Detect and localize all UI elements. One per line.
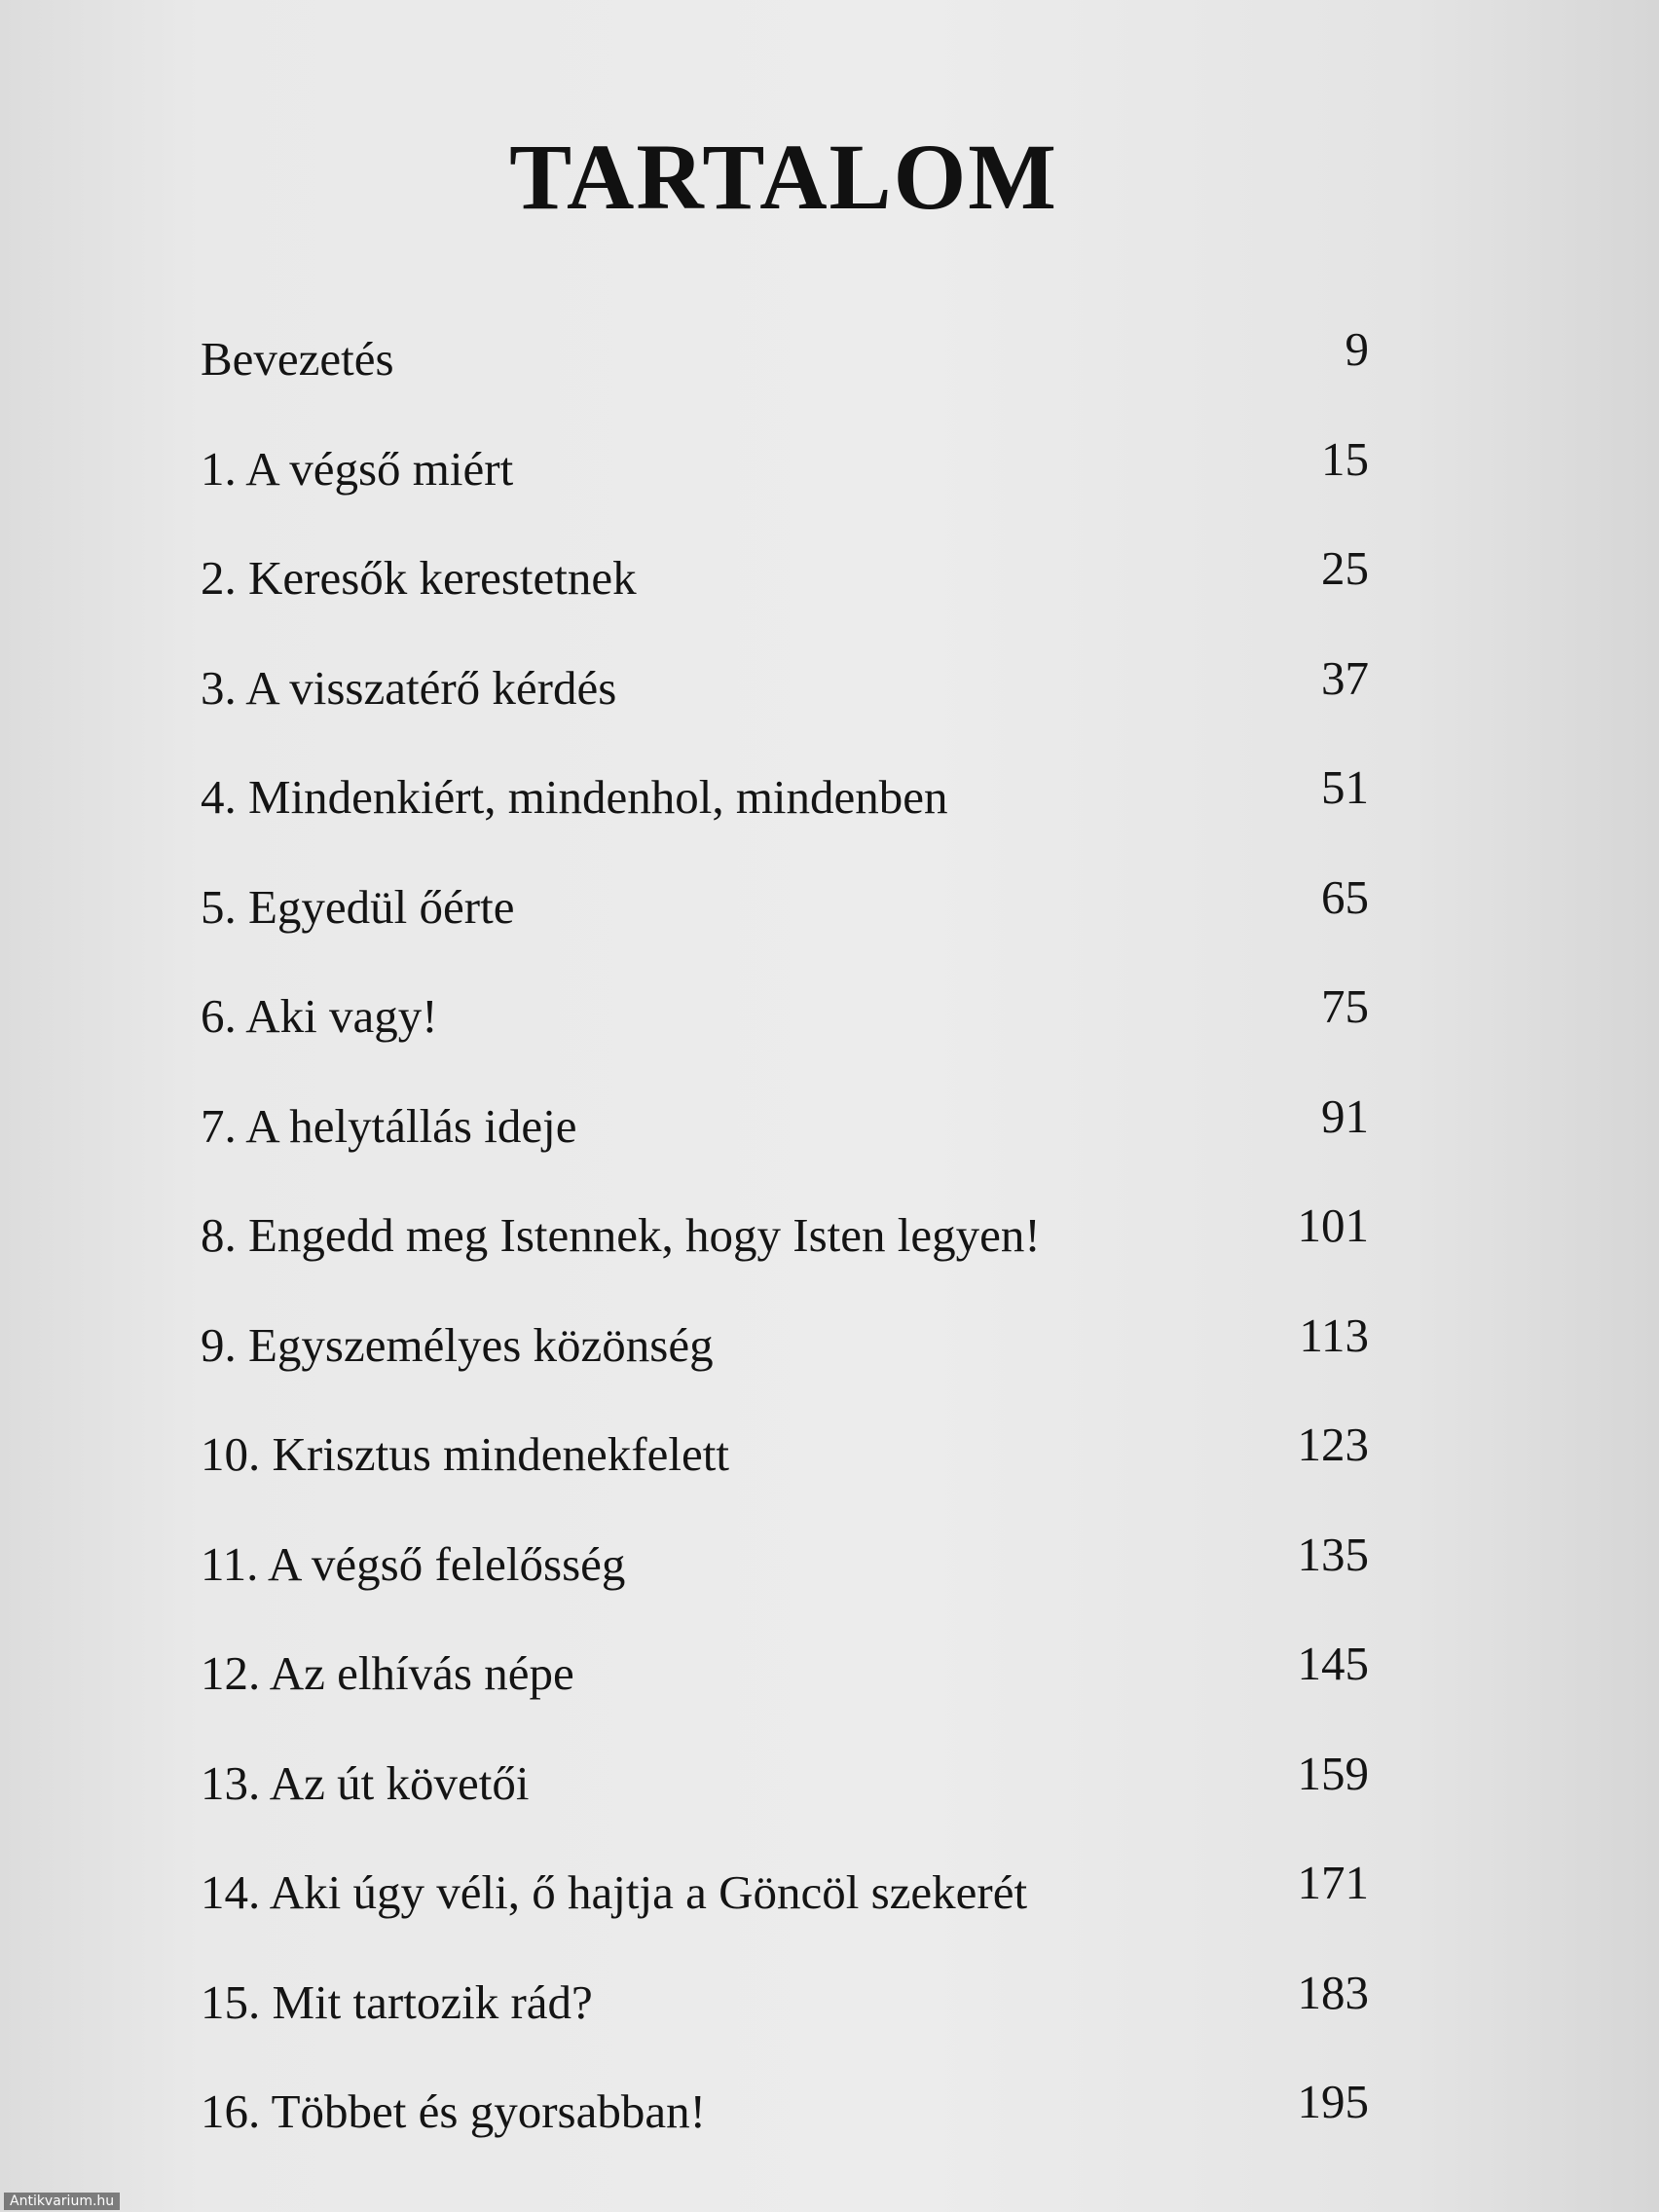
toc-entry: [201, 1088, 1369, 1208]
toc-entry: [201, 1308, 1369, 1427]
toc-entry: [201, 869, 1369, 989]
toc-entry-page: 25: [1321, 541, 1369, 595]
toc-entry-title: 12. Az elhívás népe: [201, 1646, 574, 1700]
toc-entry: [201, 979, 1369, 1098]
toc-entry: [201, 1965, 1369, 2084]
toc-entry: [201, 1418, 1369, 1536]
toc-entry-title: 2. Keresők kerestetnek: [201, 551, 637, 605]
toc-entry: [201, 1527, 1369, 1646]
toc-entry-page: 51: [1321, 760, 1369, 814]
toc-entry: [201, 1856, 1369, 1974]
toc-entry-title: 11. A végső felelősség: [201, 1536, 626, 1591]
toc-entry-page: 123: [1297, 1418, 1369, 1471]
toc-entry-page: 9: [1345, 322, 1369, 376]
toc-entry-title: 3. A visszatérő kérdés: [201, 660, 617, 715]
toc-entry: [201, 1637, 1369, 1755]
toc-entry: [201, 541, 1369, 660]
toc-entry: [201, 1198, 1369, 1317]
toc-entry-page: 159: [1297, 1746, 1369, 1800]
toc-entry-title: Bevezetés: [201, 332, 394, 386]
toc-entry-page: 171: [1297, 1856, 1369, 1909]
toc-entry-title: 16. Többet és gyorsabban!: [201, 2084, 706, 2138]
toc-entry-title: 5. Egyedül őérte: [201, 879, 515, 934]
toc-entry: [201, 650, 1369, 770]
toc-entry-page: 135: [1297, 1527, 1369, 1581]
toc-entry-page: 15: [1321, 431, 1369, 486]
toc-entry-page: 65: [1321, 869, 1369, 924]
toc-entry: [201, 431, 1369, 551]
toc-entry: [201, 1746, 1369, 1865]
table-of-contents: [201, 322, 1369, 2194]
toc-entry-page: 195: [1297, 2075, 1369, 2128]
toc-entry-page: 183: [1297, 1965, 1369, 2019]
toc-entry-title: 9. Egyszemélyes közönség: [201, 1317, 714, 1372]
toc-entry-title: 6. Aki vagy!: [201, 989, 438, 1043]
toc-entry-page: 75: [1321, 979, 1369, 1033]
toc-entry-page: 101: [1297, 1198, 1369, 1252]
watermark: Antikvarium.hu: [4, 2193, 120, 2210]
toc-entry: [201, 2075, 1369, 2194]
toc-entry-title: 14. Aki úgy véli, ő hajtja a Göncöl szekerét: [201, 1865, 1028, 1919]
toc-entry-page: 91: [1321, 1088, 1369, 1143]
toc-entry-title: 15. Mit tartozik rád?: [201, 1974, 593, 2029]
toc-entry-page: 145: [1297, 1637, 1369, 1690]
toc-entry-title: 7. A helytállás ideje: [201, 1098, 577, 1153]
toc-entry-title: 1. A végső miért: [201, 441, 514, 496]
toc-entry-title: 4. Mindenkiért, mindenhol, mindenben: [201, 770, 948, 824]
toc-entry: [201, 322, 1369, 441]
toc-entry-page: 113: [1299, 1308, 1369, 1362]
toc-entry: [201, 760, 1369, 879]
toc-entry-title: 13. Az út követői: [201, 1755, 530, 1810]
toc-entry-page: 37: [1321, 650, 1369, 705]
page-title: TARTALOM: [509, 125, 1058, 230]
toc-entry-title: 8. Engedd meg Istennek, hogy Isten legyen!: [201, 1208, 1041, 1262]
toc-entry-title: 10. Krisztus mindenekfelett: [201, 1427, 729, 1481]
